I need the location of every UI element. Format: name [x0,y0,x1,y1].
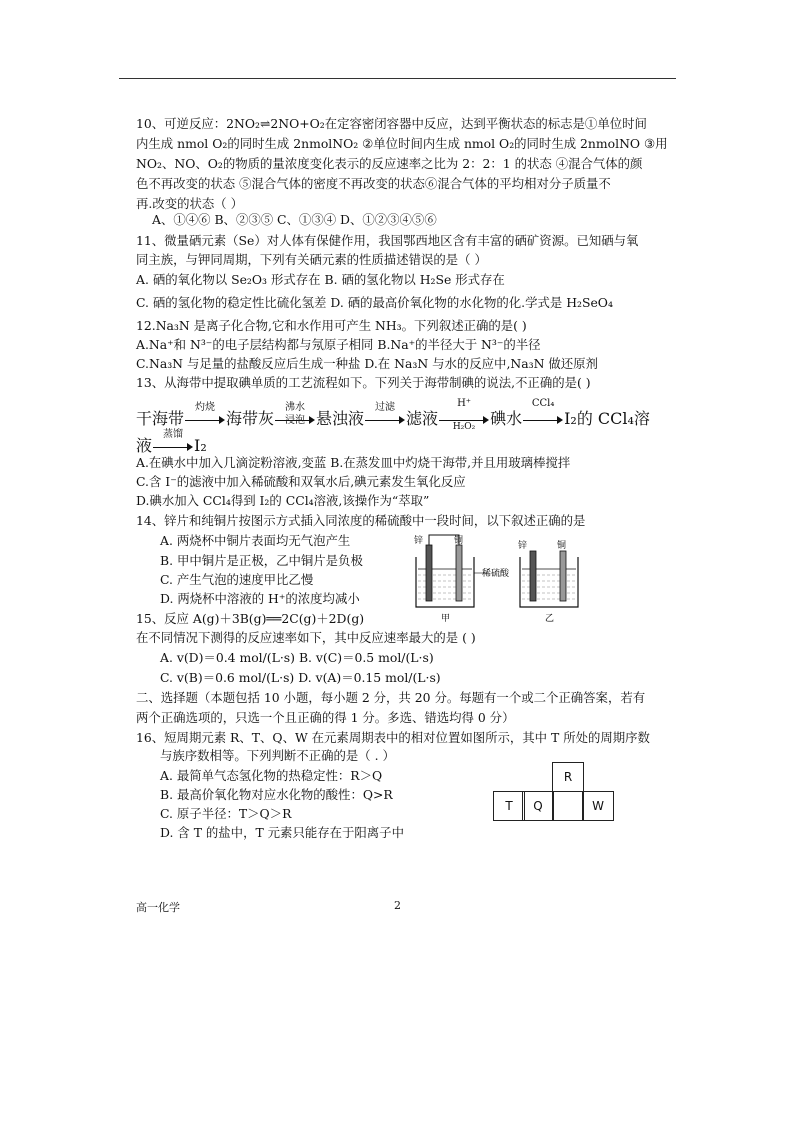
flow-arrow-distill [153,428,193,454]
label-beaker-jia: 甲 [441,614,451,624]
q13-option-ab: A.在碘水中加入几滴淀粉溶液,变蓝 B.在蒸发皿中灼烧干海带,并且用玻璃棒搅拌 [136,455,571,470]
q11-line-2: 同主族，与钾同周期，下列有关硒元素的性质描述错误的是（ ） [136,252,487,267]
footer-subject: 高一化学 [136,901,180,914]
q11-line-1: 11、微量硒元素（Se）对人体有保健作用，我国鄂西地区含有丰富的硒矿资源。已知硒与氧 [136,233,639,248]
iodine-flowchart-row-2 [136,428,207,456]
element-cell-q: Q [522,791,554,821]
q16-option-d: D. 含 T 的盐中，T 元素只能存在于阳离子中 [160,825,404,840]
q13-stem: 13、从海带中提取碘单质的工艺流程如下。下列关于海带制碘的说法,不正确的是( ) [136,375,591,390]
q15-option-ab: A. v(D)＝0.4 mol/(L·s) B. v(C)＝0.5 mol/(L·s) [160,650,434,665]
element-cell-w: W [582,791,614,821]
label-zinc-jia: 锌 [414,536,424,546]
iodine-flowchart-row-1 [136,397,650,432]
beaker-jia [416,535,474,607]
footer-page-number: 2 [394,899,401,912]
q16-option-b: B. 最高价氧化物对应水化物的酸性：Q>R [160,787,393,802]
label-copper-yi: 铜 [557,541,567,551]
flow-label-filter: 过滤 [375,401,396,413]
flow-arrow-soak [275,401,315,427]
section-2-heading-cont: 两个正确选项的，只选一个且正确的得 1 分。多选、错选均得 0 分） [136,710,515,725]
galvanic-beaker-diagram [402,527,594,627]
q12-option-ab: A.Na⁺和 N³⁻的电子层结构都与氖原子相同 B.Na⁺的半径大于 N³⁻的半径 [136,337,541,352]
label-dilute-sulfuric-acid: 稀硫酸 [482,569,510,579]
flow-label-h-plus: H⁺ [457,397,472,409]
flow-label-ccl4: CCl₄ [531,397,555,409]
q10-line-4: 色不再改变的状态 ⑤混合气体的密度不再改变的状态⑥混合气体的平均相对分子质量不 [136,176,611,191]
flow-node-filtrate: 滤液 [406,409,439,428]
flow-arrow-extract [523,397,563,427]
q10-options: A、①④⑥ B、②③⑤ C、①③④ D、①②③④⑤⑥ [152,212,437,227]
q16-stem-2: 与族序数相等。下列判断不正确的是（ . ） [160,748,395,763]
q11-option-ab: A. 硒的氧化物以 Se₂O₃ 形式存在 B. 硒的氢化物以 H₂Se 形式存在 [136,272,505,287]
label-beaker-yi: 乙 [545,614,555,624]
element-cell-empty [552,791,584,821]
q15-option-cd: C. v(B)＝0.6 mol/(L·s) D. v(A)＝0.15 mol/(L·s) [160,670,441,685]
element-cell-t: T [493,791,525,821]
flow-node-iodine-water: 碘水 [490,409,523,428]
beaker-yi [520,551,578,607]
q12-option-cd: C.Na₃N 与足量的盐酸反应后生成一种盐 D.在 Na₃N 与水的反应中,Na₃N 做还原剂 [136,356,598,371]
element-cell-r: R [552,762,584,792]
flow-arrow-filter [365,401,405,427]
flow-node-ccl4-solution: I₂的 CCl₄溶 [564,409,650,428]
flow-node-iodine: I₂ [194,436,207,455]
flow-arrow-oxidize [439,397,489,432]
flow-node-kelp-ash: 海带灰 [226,409,275,428]
q14-option-a: A. 两烧杯中铜片表面均无气泡产生 [160,533,351,548]
header-rule [119,78,676,79]
q16-option-c: C. 原子半径：T＞Q＞R [160,806,292,821]
q10-line-1: 10、可逆反应：2NO₂⇌2NO+O₂在定容密闭容器中反应，达到平衡状态的标志是①单位时间 [136,116,647,131]
q12-stem: 12.Na₃N 是离子化合物,它和水作用可产生 NH₃。下列叙述正确的是( ) [136,318,527,333]
q15-reaction: 15、反应 A(g)＋3B(g)══2C(g)＋2D(g) [136,611,365,626]
flow-node-dry-kelp: 干海带 [136,409,185,428]
q13-option-c: C.含 I⁻的滤液中加入稀硫酸和双氧水后,碘元素发生氧化反应 [136,474,466,489]
flow-node-solution-end: 液 [136,436,153,455]
flow-label-burn: 灼烧 [195,401,216,413]
q15-stem: 在不同情况下测得的反应速率如下，其中反应速率最大的是 ( ) [136,630,476,645]
q10-line-2: 内生成 nmol O₂的同时生成 2nmolNO₂ ②单位时间内生成 nmol O₂的同时生成 2nmolNO ③用 [136,136,668,151]
q16-stem-1: 16、短周期元素 R、T、Q、W 在元素周期表中的相对位置如图所示，其中 T 所处的周期序数 [136,730,650,745]
q14-option-b: B. 甲中铜片是正极，乙中铜片是负极 [160,553,363,568]
q16-option-a: A. 最简单气态氢化物的热稳定性：R＞Q [160,768,383,783]
q10-line-3: NO₂、NO、O₂的物质的量浓度变化表示的反应速率之比为 2：2：1 的状态 ④混合气体的颜 [136,156,643,171]
flow-label-h2o2: H₂O₂ [452,421,476,432]
label-copper-jia: 铜 [454,536,464,546]
q14-stem: 14、锌片和纯铜片按图示方式插入同浓度的稀硫酸中一段时间，以下叙述正确的是 [136,513,586,528]
q13-option-d: D.碘水加入 CCl₄得到 I₂的 CCl₄溶液,该操作为“萃取” [136,493,430,508]
q11-option-cd: C. 硒的氢化物的稳定性比硫化氢差 D. 硒的最高价氧化物的水化物的化.学式是 H₂SeO₄ [136,295,613,310]
label-zinc-yi: 锌 [518,541,528,551]
section-2-heading: 二、选择题（本题包括 10 小题，每小题 2 分，共 20 分。每题有一个或二个正确答案，若有 [136,690,646,705]
flow-label-boil: 沸水 [285,401,306,413]
flow-node-suspension: 悬浊液 [316,409,365,428]
flow-label-distill: 蒸馏 [163,428,184,440]
q14-option-d: D. 两烧杯中溶液的 H⁺的浓度均减小 [160,591,360,606]
q10-line-5: 再.改变的状态（ ） [136,196,244,211]
q14-option-c: C. 产生气泡的速度甲比乙慢 [160,572,314,587]
